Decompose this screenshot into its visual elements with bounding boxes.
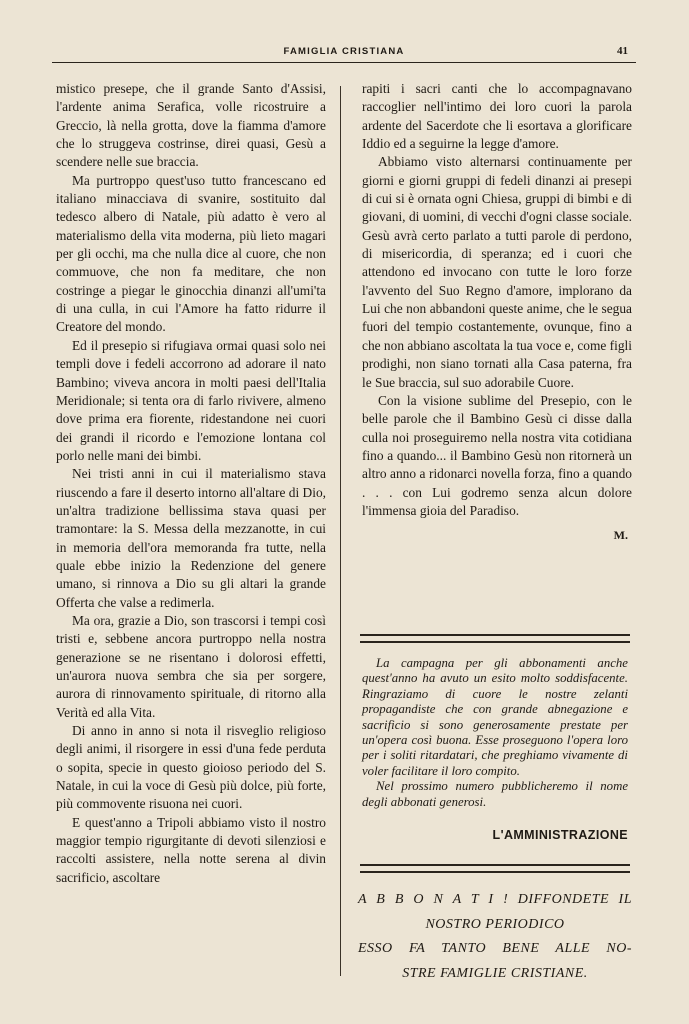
appeal-line: ESSO FA TANTO BENE ALLE NO- <box>358 941 632 956</box>
subscription-notice <box>362 656 628 810</box>
paragraph: Ma ora, grazie a Dio, son trascorsi i tempi così tristi e, sebbene ancora purtroppo nella nostra generazione se ne risentano i dolorosi effetti, un'aurora nuova sembra che sia per sorgere, aurora di rinnovamento spirituale, di ritorno alla Verità ed alla Vita. <box>56 612 326 720</box>
notice-top-rule <box>360 634 630 643</box>
notice-paragraph: La campagna per gli abbonamenti anche quest'anno ha avuto un esito molto soddisfacente. Ringraziamo di cuore le nostre zelanti propagandiste che con grande abnegazione e sacrificio si sono generosamente prestate per un'opera così buona. Esse proseguono l'opera loro per i soliti ritardatari, che preghiamo vivamente di voler facilitare il loro compito. <box>362 656 628 778</box>
paragraph: Nei tristi anni in cui il materialismo stava riuscendo a fare il deserto intorno all'altare di Dio, un'altra tradizione bellissima stava quasi per tramontare: la S. Messa della mezzanotte, in cui in memoria dell'ora memoranda fra tutte, nella quale ebbe inizio la Redenzione del genere umano, si rinnova a Dio su gli altari la grande Offerta che valse a redimerla. <box>56 466 326 610</box>
paragraph: E quest'anno a Tripoli abbiamo visto il nostro maggior tempio rigurgitante di devoti silenziosi e raccolti assistere, nella notte serena al divin sacrificio, ascoltare <box>56 814 326 885</box>
paragraph: Di anno in anno si nota il risveglio religioso degli animi, il risorgere in essi d'una fede perduta o sopita, specie in questo gioioso periodo del S. Natale, in cui la voce di Gesù più dolce, più forte, più commovente risuona nei cuori. <box>56 723 326 812</box>
paragraph: Ma purtroppo quest'uso tutto francescano ed italiano minacciava di svanire, sostituito dal tedesco albero di Natale, più adatto è vero al materialismo della vita moderna, più lieto magari per gli occhi, ma che nulla dice al cuore, che non commuove, che non fa meditare, che non costringe a piegar le ginocchia dinanzi all'umi'ta di una culla, in cui l'Amore ha fatto ridurre il Creatore del mondo. <box>56 172 326 335</box>
paragraph: rapiti i sacri canti che lo accompagnavano raccoglier nell'intimo dei loro cuori la parola ardente del Sacerdote che li esortava a glorificare Iddio ed a seguirne la legge d'amore. <box>362 81 632 152</box>
appeal-line: A B B O N A T I ! DIFFONDETE IL <box>358 892 632 907</box>
paragraph: Abbiamo visto alternarsi continuamente per giorni e giorni gruppi di fedeli dinanzi ai presepi di cui si è ornata ogni Chiesa, gruppi di bimbi e di giovani, di uomini, di vecchi d'ogni classe sociale. Gesù avrà certo parlato a tutti parole di perdono, di misericordia, di speranza; ed i cuori che attendono ed invocano con tutte le loro forze l'avvento del Suo Regno d'amore, implorano da Lui che non abbandoni queste anime, che le segua fuori del tempio costantemente, ovunque, fino a che non abbiano ascoltata la tua voce e, come figli prodighi, non siano tornati alla Casa paterna, fra le Sue braccia, sul suo adorabile Cuore. <box>362 154 632 390</box>
notice-paragraph: Nel prossimo numero pubblicheremo il nome degli abbonati generosi. <box>362 779 628 809</box>
notice-signature: L'AMMINISTRAZIONE <box>492 828 628 842</box>
paragraph: Ed il presepio si rifugiava ormai quasi solo nei templi dove i fedeli accorrono ad adorare il nato Bambino; viveva ancora in molti paesi dell'Italia Meridionale; si tenta ora di farlo rivivere, almeno dove prima era fiorente, ridestandone nei cuori dei grandi il ricordo e l'emozione lontana col porlo nelle mani dei bimbi. <box>56 337 326 463</box>
header-rule <box>52 62 636 63</box>
paragraph: mistico presepe, che il grande Santo d'Assisi, l'ardente anima Serafica, volle ricostruire a Greccio, là nella grotta, dove la fiamma d'amore che lo struggeva costrinse, direi quasi, Gesù a scendere nelle sue braccia. <box>56 81 326 170</box>
page-header <box>52 44 636 66</box>
appeal-line: STRE FAMIGLIE CRISTIANE. <box>402 965 588 981</box>
page-number: 41 <box>617 45 628 57</box>
paragraph: Con la visione sublime del Presepio, con le belle parole che il Bambino Gesù ci disse dalla culla noi proseguiremo nella nostra vita cotidiana fino a quando... il Bambino Gesù non ritornerà un altro anno a ridonarci novella forza, fino a quando . . . con Lui godremo senza alcun dolore l'immensa gioia del Paradiso. <box>362 392 632 518</box>
subscribe-appeal <box>358 888 632 986</box>
author-signature: M. <box>613 528 628 543</box>
right-column <box>362 80 632 545</box>
appeal-top-rule <box>360 864 630 873</box>
left-column <box>56 80 326 887</box>
running-title: FAMIGLIA CRISTIANA <box>283 46 405 57</box>
column-divider <box>340 86 341 976</box>
appeal-line: NOSTRO PERIODICO <box>425 916 565 932</box>
